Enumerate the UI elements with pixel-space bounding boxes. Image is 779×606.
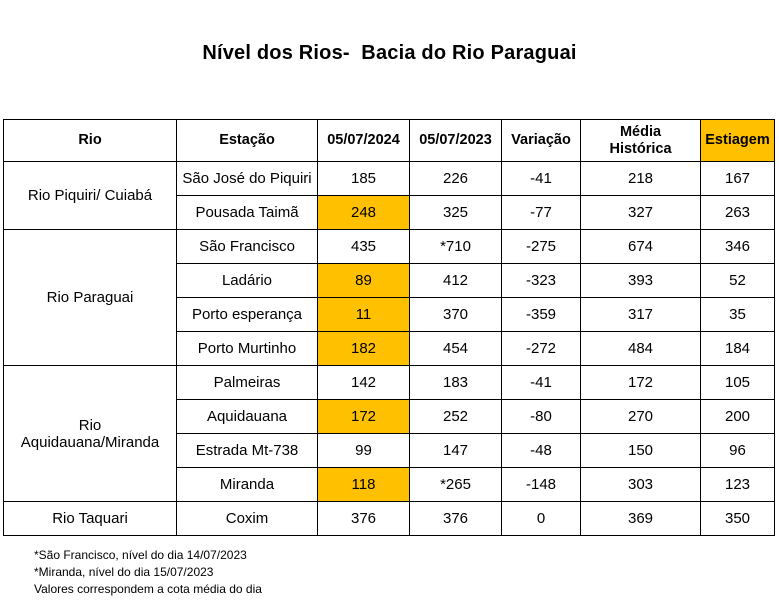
value-2023-cell: 252 (410, 400, 502, 434)
media-cell: 393 (581, 264, 701, 298)
media-cell: 317 (581, 298, 701, 332)
header-2023: 05/07/2023 (410, 120, 502, 162)
estiagem-cell: 346 (701, 230, 775, 264)
estacao-cell: São Francisco (177, 230, 318, 264)
media-cell: 674 (581, 230, 701, 264)
value-2024-cell: 435 (318, 230, 410, 264)
rio-label-line1: Rio (78, 416, 102, 434)
footnote-valores: Valores correspondem a cota média do dia (34, 582, 262, 596)
header-estiagem: Estiagem (701, 120, 775, 162)
variacao-cell: -48 (502, 434, 581, 468)
estiagem-cell: 105 (701, 366, 775, 400)
estacao-cell: Ladário (177, 264, 318, 298)
estiagem-cell: 52 (701, 264, 775, 298)
value-2023-cell: 147 (410, 434, 502, 468)
value-2024-cell: 248 (318, 196, 410, 230)
table-header-row (4, 120, 775, 162)
rio-cell (4, 366, 177, 502)
estacao-cell: São José do Piquiri (177, 162, 318, 196)
variacao-cell: -275 (502, 230, 581, 264)
value-2024-cell: 376 (318, 502, 410, 536)
river-level-table (3, 119, 775, 536)
value-2023-cell: 454 (410, 332, 502, 366)
variacao-cell: -148 (502, 468, 581, 502)
media-cell: 172 (581, 366, 701, 400)
value-2024-cell: 182 (318, 332, 410, 366)
header-media-historica (581, 120, 701, 162)
estacao-cell: Palmeiras (177, 366, 318, 400)
rio-cell: Rio Paraguai (4, 230, 177, 366)
value-2024-cell: 185 (318, 162, 410, 196)
variacao-cell: -80 (502, 400, 581, 434)
value-2023-cell: 325 (410, 196, 502, 230)
value-2023-cell: 226 (410, 162, 502, 196)
estiagem-cell: 35 (701, 298, 775, 332)
header-variacao: Variação (502, 120, 581, 162)
value-2024-cell: 172 (318, 400, 410, 434)
value-2024-cell: 11 (318, 298, 410, 332)
table-row (4, 162, 775, 196)
estacao-cell: Coxim (177, 502, 318, 536)
value-2024-cell: 99 (318, 434, 410, 468)
estiagem-cell: 200 (701, 400, 775, 434)
rio-label-line2: Aquidauana/Miranda (20, 433, 160, 451)
media-cell: 218 (581, 162, 701, 196)
header-media-line2: Histórica (609, 140, 672, 157)
variacao-cell: 0 (502, 502, 581, 536)
value-2023-cell: 376 (410, 502, 502, 536)
header-media-line1: Média (619, 123, 662, 140)
variacao-cell: -323 (502, 264, 581, 298)
variacao-cell: -41 (502, 162, 581, 196)
estiagem-cell: 184 (701, 332, 775, 366)
footnotes (34, 547, 262, 598)
variacao-cell: -77 (502, 196, 581, 230)
value-2024-cell: 142 (318, 366, 410, 400)
value-2023-cell: *265 (410, 468, 502, 502)
estacao-cell: Pousada Taimã (177, 196, 318, 230)
rio-cell: Rio Piquiri/ Cuiabá (4, 162, 177, 230)
estiagem-cell: 123 (701, 468, 775, 502)
page-title: Nível dos Rios- Bacia do Rio Paraguai (202, 42, 577, 64)
rio-cell: Rio Taquari (4, 502, 177, 536)
estacao-cell: Porto esperança (177, 298, 318, 332)
estacao-cell: Miranda (177, 468, 318, 502)
media-cell: 369 (581, 502, 701, 536)
media-cell: 484 (581, 332, 701, 366)
value-2023-cell: 412 (410, 264, 502, 298)
footnote-miranda: *Miranda, nível do dia 15/07/2023 (34, 565, 214, 579)
media-cell: 150 (581, 434, 701, 468)
header-2024: 05/07/2024 (318, 120, 410, 162)
value-2023-cell: *710 (410, 230, 502, 264)
estiagem-cell: 263 (701, 196, 775, 230)
value-2024-cell: 118 (318, 468, 410, 502)
estacao-cell: Porto Murtinho (177, 332, 318, 366)
value-2023-cell: 370 (410, 298, 502, 332)
header-estacao: Estação (177, 120, 318, 162)
table-row (4, 502, 775, 536)
variacao-cell: -41 (502, 366, 581, 400)
media-cell: 327 (581, 196, 701, 230)
media-cell: 270 (581, 400, 701, 434)
estiagem-cell: 167 (701, 162, 775, 196)
variacao-cell: -272 (502, 332, 581, 366)
value-2024-cell: 89 (318, 264, 410, 298)
table-row (4, 366, 775, 400)
footnote-sao-francisco: *São Francisco, nível do dia 14/07/2023 (34, 548, 247, 562)
estacao-cell: Aquidauana (177, 400, 318, 434)
estiagem-cell: 350 (701, 502, 775, 536)
table-row (4, 230, 775, 264)
variacao-cell: -359 (502, 298, 581, 332)
value-2023-cell: 183 (410, 366, 502, 400)
estiagem-cell: 96 (701, 434, 775, 468)
header-rio: Rio (4, 120, 177, 162)
media-cell: 303 (581, 468, 701, 502)
estacao-cell: Estrada Mt-738 (177, 434, 318, 468)
